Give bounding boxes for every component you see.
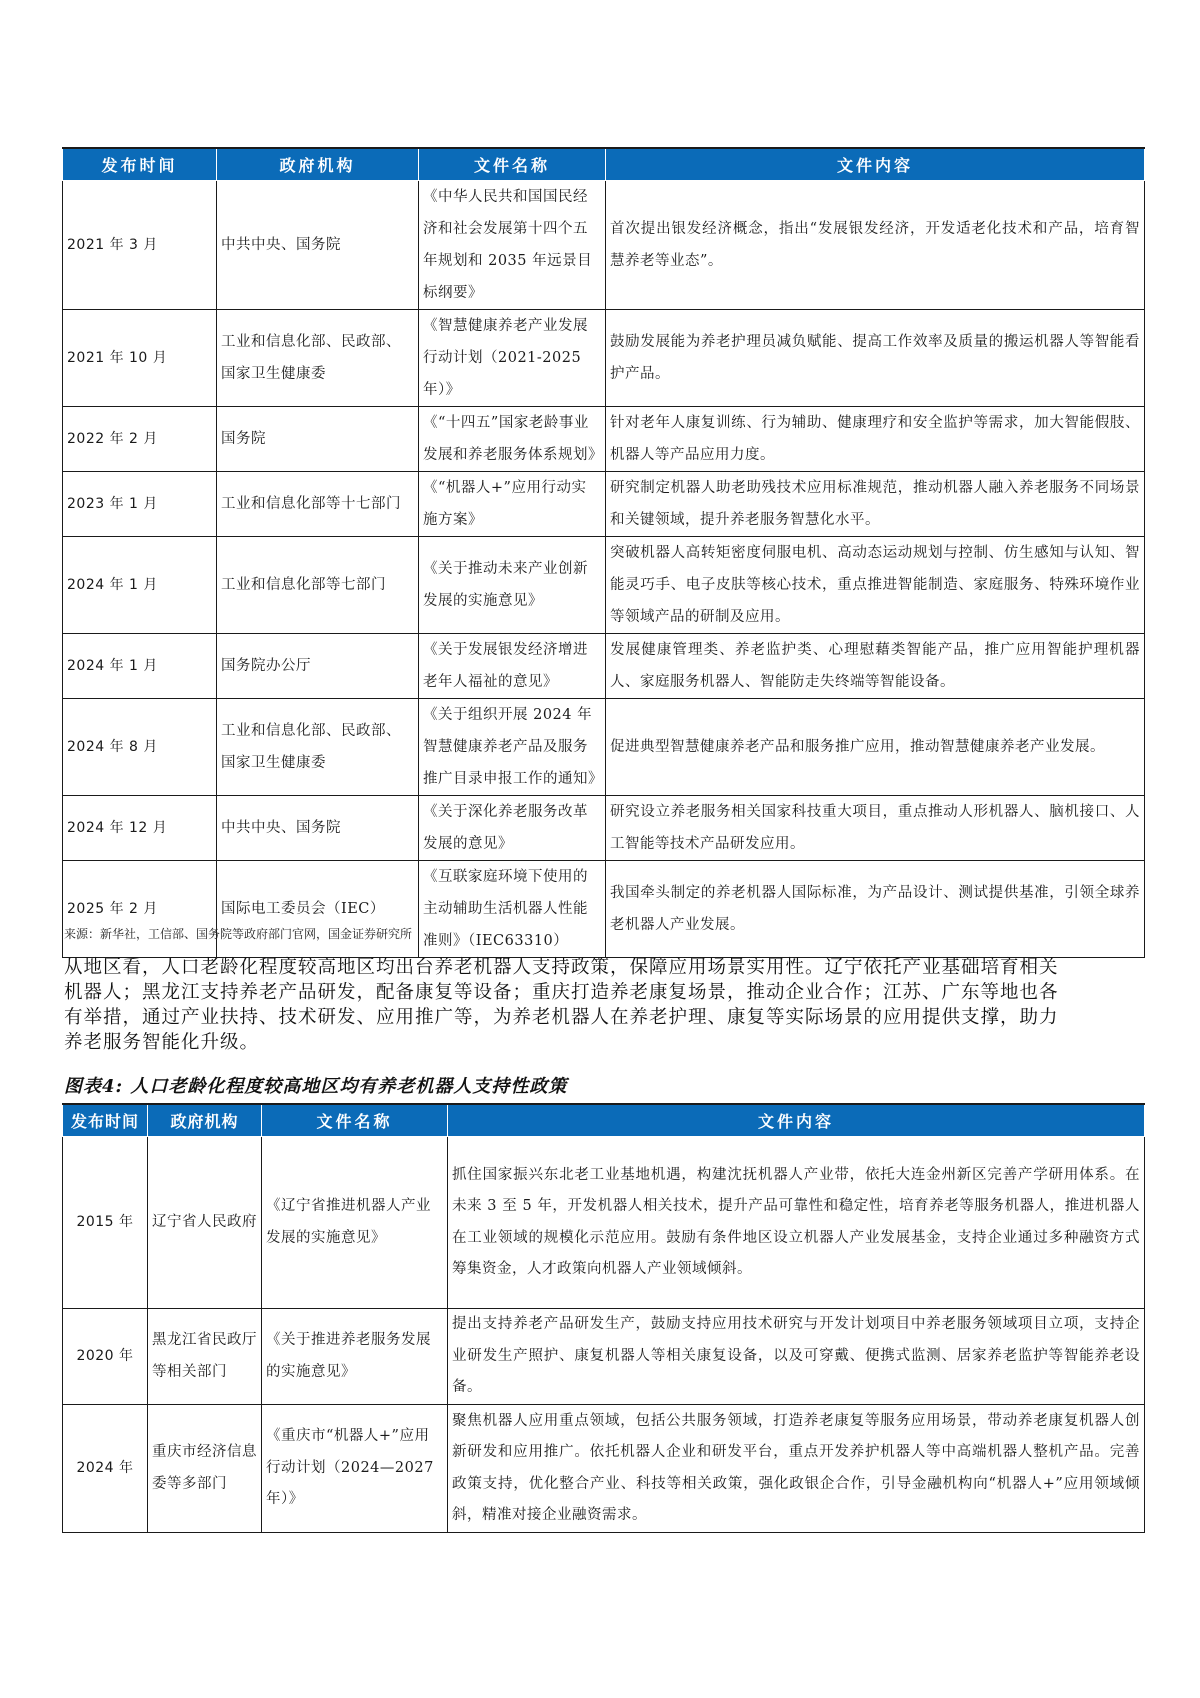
- table-row: [63, 699, 1145, 796]
- cell-year: 2024 年: [63, 1405, 148, 1533]
- cell-date: 2021 年 3 月: [63, 181, 217, 310]
- table-row: [63, 181, 1145, 310]
- cell-date: 2022 年 2 月: [63, 407, 217, 472]
- cell-document: 《重庆市“机器人+”应用行动计划（2024—2027 年）》: [262, 1405, 448, 1533]
- header-document: 文件名称: [262, 1104, 448, 1137]
- policy-table-national: [62, 147, 1145, 958]
- figure-caption: 图表4: 人口老龄化程度较高地区均有养老机器人支持性政策: [64, 1076, 568, 1097]
- table-row: [63, 1405, 1145, 1533]
- table-row: [63, 1309, 1145, 1405]
- cell-year: 2015 年: [63, 1137, 148, 1309]
- table-header-row: [63, 1104, 1145, 1137]
- paragraph-line: 养老服务智能化升级。: [64, 1032, 260, 1053]
- table-row: [63, 861, 1145, 958]
- cell-document: 《关于推动未来产业创新发展的实施意见》: [419, 537, 606, 634]
- table-row: [63, 1137, 1145, 1309]
- source-note: 来源：新华社，工信部、国务院等政府部门官网，国金证券研究所: [64, 927, 413, 941]
- cell-agency: 黑龙江省民政厅等相关部门: [148, 1309, 262, 1405]
- cell-year: 2020 年: [63, 1309, 148, 1405]
- table-row: [63, 537, 1145, 634]
- cell-document: 《互联家庭环境下使用的主动辅助生活机器人性能准则》（IEC63310）: [419, 861, 606, 958]
- cell-content: 针对老年人康复训练、行为辅助、健康理疗和安全监护等需求，加大智能假肢、机器人等产品应用力度。: [606, 407, 1145, 472]
- cell-document: 《关于深化养老服务改革发展的意见》: [419, 796, 606, 861]
- table-row: [63, 310, 1145, 407]
- cell-date: 2025 年 2 月: [63, 861, 217, 958]
- cell-date: 2024 年 1 月: [63, 537, 217, 634]
- cell-agency: 工业和信息化部等七部门: [217, 537, 419, 634]
- header-date: 发布时间: [63, 1104, 148, 1137]
- cell-agency: 国务院办公厅: [217, 634, 419, 699]
- cell-date: 2024 年 8 月: [63, 699, 217, 796]
- cell-content: 提出支持养老产品研发生产，鼓励支持应用技术研究与开发计划项目中养老服务领域项目立项，支持企业研发生产照护、康复机器人等相关康复设备，以及可穿戴、便携式监测、居家养老监护等智能养老设备。: [448, 1309, 1145, 1405]
- cell-date: 2024 年 12 月: [63, 796, 217, 861]
- header-agency: 政府机构: [148, 1104, 262, 1137]
- header-document: 文件名称: [419, 148, 606, 181]
- cell-agency: 重庆市经济信息委等多部门: [148, 1405, 262, 1533]
- cell-document: 《“十四五”国家老龄事业发展和养老服务体系规划》: [419, 407, 606, 472]
- table-row: [63, 634, 1145, 699]
- cell-content: 研究制定机器人助老助残技术应用标准规范，推动机器人融入养老服务不同场景和关键领域，提升养老服务智慧化水平。: [606, 472, 1145, 537]
- cell-date: 2024 年 1 月: [63, 634, 217, 699]
- policy-table-regional: [62, 1103, 1145, 1533]
- cell-content: 发展健康管理类、养老监护类、心理慰藉类智能产品，推广应用智能护理机器人、家庭服务机器人、智能防走失终端等智能设备。: [606, 634, 1145, 699]
- cell-date: 2023 年 1 月: [63, 472, 217, 537]
- cell-agency: 国务院: [217, 407, 419, 472]
- cell-agency: 工业和信息化部、民政部、国家卫生健康委: [217, 310, 419, 407]
- cell-date: 2021 年 10 月: [63, 310, 217, 407]
- cell-agency: 工业和信息化部、民政部、国家卫生健康委: [217, 699, 419, 796]
- table-row: [63, 472, 1145, 537]
- cell-content: 突破机器人高转矩密度伺服电机、高动态运动规划与控制、仿生感知与认知、智能灵巧手、电子皮肤等核心技术，重点推进智能制造、家庭服务、特殊环境作业等领域产品的研制及应用。: [606, 537, 1145, 634]
- paragraph-line: 从地区看，人口老龄化程度较高地区均出台养老机器人支持政策，保障应用场景实用性。辽宁依托产业基础培育相关: [64, 957, 1059, 978]
- header-content: 文件内容: [606, 148, 1145, 181]
- cell-document: 《关于组织开展 2024 年智慧健康养老产品及服务推广目录申报工作的通知》: [419, 699, 606, 796]
- cell-document: 《关于发展银发经济增进老年人福祉的意见》: [419, 634, 606, 699]
- cell-content: 鼓励发展能为养老护理员减负赋能、提高工作效率及质量的搬运机器人等智能看护产品。: [606, 310, 1145, 407]
- paragraph-line: 有举措，通过产业扶持、技术研发、应用推广等，为养老机器人在养老护理、康复等实际场景的应用提供支撑，助力: [64, 1007, 1059, 1028]
- cell-agency: 国际电工委员会（IEC）: [217, 861, 419, 958]
- cell-document: 《“机器人+”应用行动实施方案》: [419, 472, 606, 537]
- table-row: [63, 407, 1145, 472]
- cell-document: 《智慧健康养老产业发展行动计划（2021-2025 年）》: [419, 310, 606, 407]
- header-date: 发布时间: [63, 148, 217, 181]
- cell-content: 聚焦机器人应用重点领域，包括公共服务领域，打造养老康复等服务应用场景，带动养老康复机器人创新研发和应用推广。依托机器人企业和研发平台，重点开发养护机器人等中高端机器人整机产品。完善政策支持，优化整合产业、科技等相关政策，强化政银企合作，引导金融机构向“机器人+”应用领域倾斜，精准对接企业融资需求。: [448, 1405, 1145, 1533]
- cell-agency: 中共中央、国务院: [217, 796, 419, 861]
- body-paragraph: [64, 955, 1144, 1055]
- cell-document: 《辽宁省推进机器人产业发展的实施意见》: [262, 1137, 448, 1309]
- cell-content: 研究设立养老服务相关国家科技重大项目，重点推动人形机器人、脑机接口、人工智能等技术产品研发应用。: [606, 796, 1145, 861]
- cell-content: 我国牵头制定的养老机器人国际标准，为产品设计、测试提供基准，引领全球养老机器人产业发展。: [606, 861, 1145, 958]
- cell-content: 抓住国家振兴东北老工业基地机遇，构建沈抚机器人产业带，依托大连金州新区完善产学研用体系。在未来 3 至 5 年，开发机器人相关技术，提升产品可靠性和稳定性，培育养老等服务机器人，推进机器人在工业领域的规模化示范应用。鼓励有条件地区设立机器人产业发展基金，支持企业通过多种融资方式筹集资金，人才政策向机器人产业领域倾斜。: [448, 1137, 1145, 1309]
- cell-agency: 中共中央、国务院: [217, 181, 419, 310]
- cell-document: 《中华人民共和国国民经济和社会发展第十四个五年规划和 2035 年远景目标纲要》: [419, 181, 606, 310]
- cell-content: 首次提出银发经济概念，指出“发展银发经济，开发适老化技术和产品，培育智慧养老等业态”。: [606, 181, 1145, 310]
- cell-content: 促进典型智慧健康养老产品和服务推广应用，推动智慧健康养老产业发展。: [606, 699, 1145, 796]
- cell-agency: 工业和信息化部等十七部门: [217, 472, 419, 537]
- table-row: [63, 796, 1145, 861]
- header-content: 文件内容: [448, 1104, 1145, 1137]
- header-agency: 政府机构: [217, 148, 419, 181]
- cell-agency: 辽宁省人民政府: [148, 1137, 262, 1309]
- cell-document: 《关于推进养老服务发展的实施意见》: [262, 1309, 448, 1405]
- table-header-row: [63, 148, 1145, 181]
- paragraph-line: 机器人；黑龙江支持养老产品研发，配备康复等设备；重庆打造养老康复场景，推动企业合作；江苏、广东等地也各: [64, 982, 1059, 1003]
